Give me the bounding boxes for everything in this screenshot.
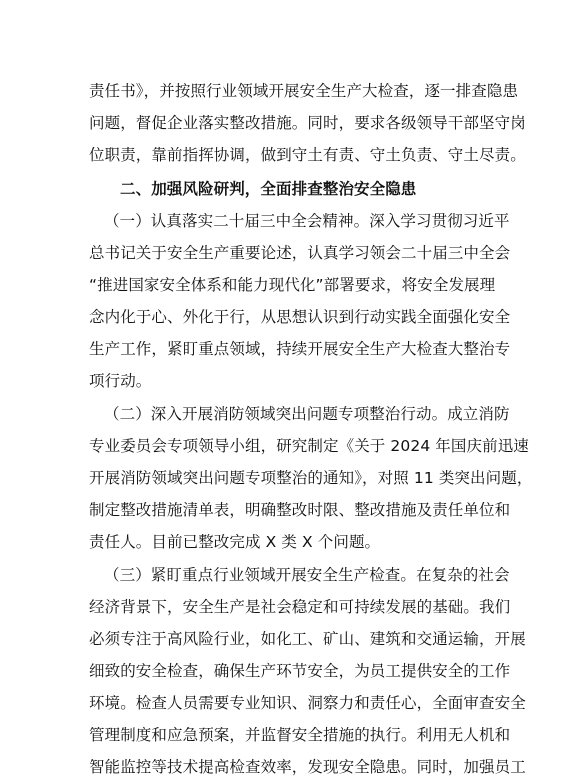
body-line-12: 专业委员会专项领导小组，研究制定《关于 2024 年国庆前迅速 [89,437,529,455]
body-line-20: 环境。检查人员需要专业知识、洞察力和责任心，全面审查安全 [89,694,526,712]
body-line-19: 细致的安全检查，确保生产环节安全，为员工提供安全的工作 [89,662,511,680]
body-line-5: （一）认真落实二十届三中全会精神。深入学习贯彻习近平 [104,212,510,230]
body-line-16: （三）紧盯重点行业领域开展安全生产检查。在复杂的社会 [104,566,510,584]
body-line-17: 经济背景下，安全生产是社会稳定和可持续发展的基础。我们 [89,598,511,616]
body-line-15: 责任人。目前已整改完成 X 类 X 个问题。 [89,533,381,551]
body-line-1: 责任书》，并按照行业领域开展安全生产大检查，逐一排查隐患 [89,82,519,100]
body-line-7: “推进国家安全体系和能力现代化”部署要求，将安全发展理 [89,276,496,294]
body-line-3: 位职责，靠前指挥协调，做到守土有责、守土负责、守土尽责。 [89,146,526,164]
body-line-14: 制定整改措施清单表，明确整改时限、整改措施及责任单位和 [89,501,511,519]
body-line-8: 念内化于心、外化于行，从思想认识到行动实践全面强化安全 [89,308,511,326]
body-line-22: 智能监控等技术提高检查效率，发现安全隐患。同时，加强员工 [89,758,526,776]
body-line-11: （二）深入开展消防领域突出问题专项整治行动。成立消防 [104,405,510,423]
body-line-9: 生产工作，紧盯重点领域，持续开展安全生产大检查大整治专 [89,340,511,358]
body-line-13: 开展消防领域突出问题专项整治的通知》，对照 11 类突出问题， [89,469,533,487]
section-heading: 二、加强风险研判，全面排查整治安全隐患 [120,180,417,198]
body-line-2: 问题，督促企业落实整改措施。同时，要求各级领导干部坚守岗 [89,114,526,132]
body-line-10: 项行动。 [89,372,152,390]
body-line-18: 必须专注于高风险行业，如化工、矿山、建筑和交通运输，开展 [89,630,526,648]
body-line-21: 管理制度和应急预案，并监督安全措施的执行。利用无人机和 [89,726,511,744]
body-line-6: 总书记关于安全生产重要论述，认真学习领会二十届三中全会 [89,244,511,262]
